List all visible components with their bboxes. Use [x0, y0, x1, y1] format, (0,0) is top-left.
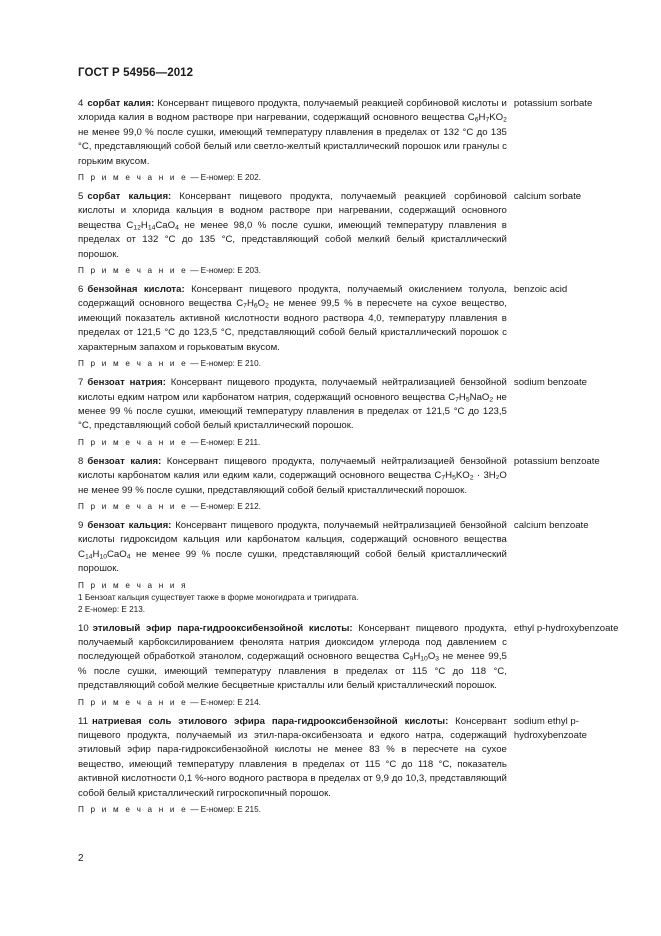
term-entry [78, 190, 638, 262]
note-item: 1 Бензоат кальция существует также в форме моногидрата и тригидрата. [78, 592, 359, 602]
term-number: 4 [78, 98, 84, 109]
formula-subscript: 2 [265, 302, 269, 310]
formula-text: H [478, 112, 486, 124]
note [78, 804, 510, 816]
notes-block [78, 580, 510, 616]
formula-text: CaO [107, 548, 127, 560]
formula-text: H [413, 651, 421, 663]
formula-subscript: 2 [469, 474, 474, 482]
term-entry [78, 715, 638, 801]
formula-subscript: 12 [133, 224, 141, 232]
term-definition [78, 190, 507, 262]
formula-text: O [427, 651, 436, 663]
term-definition [78, 376, 507, 434]
term-name: сорбат кальция: [87, 191, 172, 203]
formula-text: H [140, 219, 148, 231]
english-equivalent: sodium ethyl p-hydroxybenzoate [513, 715, 587, 741]
term-definition [78, 715, 507, 801]
note-label: П р и м е ч а н и е [78, 173, 188, 183]
definition-text: Консервант пищевого продукта, получаемый нейтрализацией бензойной кислоты гидроксидом кальция или карбонатом кальция, содержащий основного вещества C [78, 519, 507, 560]
formula-subscript: 7 [485, 116, 490, 124]
formula-subscript: 6 [253, 302, 258, 310]
english-equivalent: ethyl p-hydroxybenzoate [513, 622, 619, 634]
note-text: — Е-номер: Е 214. [187, 697, 261, 707]
definition-text: не менее 98,0 % после сушки, имеющий температуру плавления в пределах от 132 °С до 135 °С, представляющий собой мелкий белый кристаллический порошок. [78, 219, 507, 260]
note-text: — Е-номер: Е 202. [187, 173, 261, 183]
term-definition [78, 455, 507, 498]
formula-text: H [458, 391, 466, 403]
term-entry [78, 283, 638, 355]
formula-subscript: 10 [99, 553, 107, 561]
term-number: 9 [78, 519, 84, 531]
formula-text: CaO [155, 219, 176, 231]
term-number: 10 [78, 622, 89, 634]
term-number: 5 [78, 191, 84, 203]
term-definition [78, 283, 507, 355]
term-number: 8 [78, 455, 84, 467]
formula-subscript: 14 [147, 224, 156, 232]
formula-subscript: 7 [455, 396, 459, 403]
definition-text: Консервант пищевого продукта, получаемый карбоксилированием фенолята натрия диоксидом углерода под давлением с последующей обработкой этанолом, содержащий основного вещества C [78, 622, 507, 663]
term-name: бензоат кальция: [87, 519, 172, 531]
note-label: П р и м е ч а н и е [78, 437, 188, 447]
note [78, 501, 510, 513]
note-text: — Е-номер: Е 212. [187, 501, 261, 511]
note-label: П р и м е ч а н и е [78, 697, 188, 707]
formula-subscript: 6 [474, 116, 479, 124]
english-equivalent: potassium sorbate [513, 98, 593, 109]
page-number: 2 [78, 853, 84, 864]
formula-text: H [445, 470, 453, 482]
english-equivalent: benzoic acid [513, 284, 568, 296]
definition-text: Консервант пищевого продукта, получаемый нейтрализацией бензойной кислоты карбонатом калия или едким кали, содержащий основного вещества C [78, 455, 507, 482]
note-label: П р и м е ч а н и е [78, 359, 188, 369]
note-label: П р и м е ч а н и е [78, 266, 188, 276]
definition-text: не менее 99 % после сушки, представляющий собой белый кристаллический порошок. [78, 548, 507, 575]
definition-text: Консервант пищевого продукта, получаемый из этил-пара-оксибензоата и едкого натра, содержащий этиловый эфир пара-гидроксибензойной кислоты не менее 83 % в пересчете на сухое вещество, имеющий температуру плавления в пределах от 115 °С до 118 °С, показатель активной кислотности 0,1 %-ного водного раствора в пределах от 9,9 до 10,3, представляющий собой белый кристаллический гигроскопичный порошок. [78, 715, 507, 799]
term-definition [78, 622, 507, 694]
term-number: 11 [78, 715, 88, 727]
english-equivalent: sodium benzoate [513, 377, 587, 389]
formula-subscript: 10 [420, 655, 428, 663]
formula-subscript: 9 [409, 655, 414, 663]
english-equivalent: potassium benzoate [513, 455, 600, 467]
term-definition [78, 519, 507, 577]
notes-label: П р и м е ч а н и я [78, 580, 188, 590]
note-text: — Е-номер: Е 210. [187, 359, 261, 369]
formula-subscript: 14 [84, 553, 93, 561]
definition-text: Консервант пищевого продукта, получаемый реакцией сорбиновой кислоты и хлорида калия в водном растворе при нагревании, содержащий основного вещества C [78, 98, 507, 124]
note [78, 697, 510, 709]
formula-subscript: 4 [175, 224, 179, 232]
term-entry [78, 376, 638, 434]
note [78, 172, 510, 184]
formula-subscript: 2 [503, 116, 507, 124]
formula-text: KO [489, 112, 504, 124]
term-entry [78, 622, 638, 694]
formula-text: H [246, 298, 254, 310]
formula-subscript: 4 [126, 553, 131, 561]
note [78, 437, 510, 449]
formula-subscript: 2 [489, 396, 494, 403]
term-definition [78, 97, 507, 169]
terms-list [78, 97, 638, 822]
term-name: натриевая соль этилового эфира пара-гидрооксибензойной кислоты: [91, 715, 449, 727]
formula-text: NaO [469, 391, 490, 403]
formula-subscript: 5 [452, 474, 456, 482]
term-name: бензойная кислота: [87, 284, 185, 296]
term-name: бензоат натрия: [87, 377, 166, 389]
formula-subscript: 7 [243, 302, 247, 310]
term-name: бензоат калия: [87, 455, 162, 467]
formula-text: H [92, 548, 100, 560]
note [78, 265, 510, 277]
definition-text: Консервант пищевого продукта, получаемый реакцией сорбиновой кислоты и хлорида кальция в водном растворе при нагревании, содержащий основного вещества C [78, 191, 507, 231]
note-item: 2 Е-номер: Е 213. [78, 604, 146, 614]
note-text: — Е-номер: Е 203. [187, 266, 261, 276]
english-equivalent: calcium sorbate [513, 191, 582, 203]
term-name: сорбат калия: [87, 98, 155, 109]
formula-subscript: 3 [435, 655, 440, 663]
formula-subscript: 7 [441, 474, 446, 482]
term-number: 6 [78, 284, 84, 296]
term-name: этиловый эфир пара-гидрооксибензойной кислоты: [92, 622, 353, 634]
formula-text: KO [455, 470, 470, 482]
definition-text: Консервант пищевого продукта, получаемый окислением толуола, содержащий основного вещества C [78, 284, 507, 310]
note [78, 358, 510, 370]
note-label: П р и м е ч а н и е [78, 501, 188, 511]
term-entry [78, 519, 638, 577]
term-number: 7 [78, 377, 84, 389]
formula-subscript: 5 [465, 396, 470, 403]
note-text: — Е-номер: Е 215. [187, 805, 261, 815]
definition-text: не менее 99 % после сушки, имеющий температуру плавления в пределах от 121,5 °С до 123,5 °С, представляющий собой белый кристаллический порошок. [78, 391, 507, 432]
definition-text: Консервант пищевого продукта, получаемый нейтрализацией бензойной кислоты едким натром или карбонатом натрия, содержащий основного вещества C [78, 377, 507, 403]
definition-text: не менее 99,5 % в пересчете на сухое вещество, имеющий показатель активной кислотности водного раствора 4,0, температуру плавления в пределах от 121,5 °С до 123,5 °С, представляющий собой белый кристаллический порошок с характерным запахом и горьковатым вкусом. [78, 298, 507, 353]
definition-text: · 3H₂O не менее 99 % после сушки, представляющий собой белый кристаллический порошок. [78, 470, 507, 496]
note-text: — Е-номер: Е 211. [187, 437, 261, 447]
definition-text: не менее 99,5 % после сушки, имеющий температуру плавления в пределах от 115 °С до 118 °С, представляющий собой мелкие бесцветные кристаллы или белый кристаллический порошок. [78, 651, 507, 692]
english-equivalent: calcium benzoate [513, 519, 589, 531]
term-entry [78, 97, 638, 169]
document-header: ГОСТ Р 54956—2012 [78, 67, 194, 79]
term-entry [78, 455, 638, 498]
formula-text: O [257, 298, 266, 310]
note-label: П р и м е ч а н и е [78, 805, 188, 815]
definition-text: не менее 99,0 % после сушки, имеющий температуру плавления в пределах от 132 °С до 135 °С, представляющий собой белый или светло-желтый кристаллический порошок или гранулы с горьким вкусом. [78, 126, 507, 167]
